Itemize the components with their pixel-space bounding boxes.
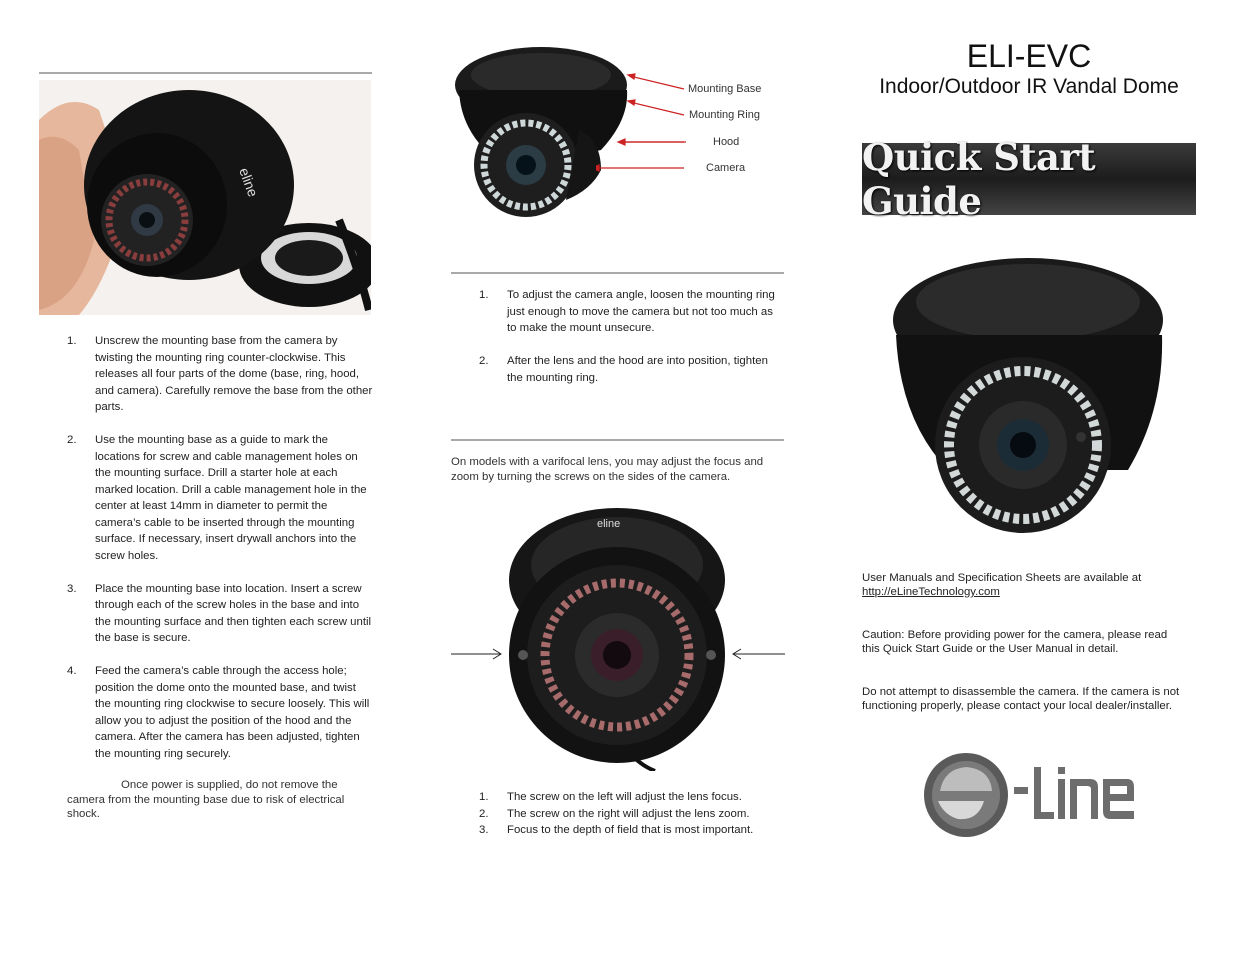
manuals-text: User Manuals and Specification Sheets are available at xyxy=(862,572,1142,584)
step-number: 3. xyxy=(67,582,77,595)
install-steps-list xyxy=(67,333,373,779)
arrow-mounting-ring xyxy=(630,102,684,115)
hand-holding-camera-photo xyxy=(39,80,371,315)
callout-camera: Camera xyxy=(706,162,746,174)
caution-note: Caution: Before providing power for the camera, please read this Quick Start Guide or the User Manual in detail. xyxy=(862,629,1168,655)
list-item xyxy=(67,663,373,762)
varifocal-note xyxy=(451,455,785,484)
disassemble-warning: Do not attempt to disassemble the camera. If the camera is not functioning properly, please contact your local dealer/installer. xyxy=(862,686,1180,712)
step-text: Focus to the depth of field that is most important. xyxy=(507,824,754,836)
focus-steps-list xyxy=(479,789,789,839)
list-item xyxy=(479,789,789,806)
list-item xyxy=(67,333,373,416)
power-warning-text: Once power is supplied, do not remove the camera from the mounting base due to risk of electrical shock. xyxy=(67,779,345,820)
list-item xyxy=(479,287,783,337)
step-text: Use the mounting base as a guide to mark the locations for screw and cable management holes on the mounting surface. Drill a starter hole at each marked location. Drill a cable management hole in the center at least 14mm in diameter to permit the camera’s cable to be inserted through the mounting surface. If necessary, insert drywall anchors into the screw holes. xyxy=(95,434,367,562)
svg-text:eline: eline xyxy=(597,518,621,530)
list-item xyxy=(67,581,373,647)
svg-text:eline: eline xyxy=(236,165,262,199)
product-dome-photo xyxy=(888,250,1170,535)
varifocal-text: On models with a varifocal lens, you may adjust the focus and zoom by turning the screws on the sides of the camera. xyxy=(451,456,764,483)
power-warning-note xyxy=(67,778,375,822)
step-number: 2. xyxy=(479,355,489,367)
step-number: 2. xyxy=(479,807,489,820)
middle-rule-2 xyxy=(451,439,784,441)
middle-rule-1 xyxy=(451,272,784,274)
varifocal-camera-photo xyxy=(505,505,733,771)
step-text: Place the mounting base into location. Insert a screw through each of the screw holes in the base and into the mounting surface and then tighten each screw until the base is secure. xyxy=(95,582,372,644)
step-text: The screw on the left will adjust the lens focus. xyxy=(507,791,742,803)
quick-start-guide-banner xyxy=(862,135,1196,223)
adjust-steps-list xyxy=(479,287,783,403)
eline-logo xyxy=(922,749,1137,841)
right-zoom-arrow xyxy=(731,648,785,660)
list-item xyxy=(479,353,783,386)
arrow-mounting-base xyxy=(630,76,684,89)
step-number: 4. xyxy=(67,665,77,677)
list-item xyxy=(479,822,789,839)
step-number: 1. xyxy=(479,289,489,301)
step-text: Unscrew the mounting base from the camera by twisting the mounting ring counter-clockwise. This releases all four parts of the dome (base, ring, hood, and camera). Carefully remove the base from the other parts. xyxy=(95,335,373,413)
manuals-info xyxy=(862,571,1202,599)
eline-website-link[interactable]: http://eLineTechnology.com xyxy=(862,586,1000,598)
left-focus-arrow xyxy=(451,648,503,660)
step-text: Feed the camera’s cable through the access hole; position the dome onto the mounted base, and twist the mounting ring clockwise to secure loosely. This will allow you to adjust the position of the hood and the camera. After the camera has been adjusted, tighten the mounting ring securely. xyxy=(95,665,370,760)
banner-title: Quick Start Guide xyxy=(862,135,1096,223)
list-item xyxy=(67,432,373,564)
product-model-title: ELI-EVC xyxy=(966,38,1092,74)
callout-mounting-ring: Mounting Ring xyxy=(689,109,760,121)
list-item xyxy=(479,806,789,823)
callout-hood: Hood xyxy=(713,136,740,148)
step-number: 3. xyxy=(479,824,489,836)
product-subtitle: Indoor/Outdoor IR Vandal Dome xyxy=(879,75,1179,98)
step-number: 1. xyxy=(67,335,77,347)
step-number: 1. xyxy=(479,791,489,803)
step-number: 2. xyxy=(67,434,77,446)
step-text: After the lens and the hood are into position, tighten the mounting ring. xyxy=(507,355,768,384)
step-text: To adjust the camera angle, loosen the mounting ring just enough to move the camera but not too much as to make the mount unsecure. xyxy=(507,289,775,334)
callout-arrows xyxy=(596,62,686,202)
step-text: The screw on the right will adjust the lens zoom. xyxy=(507,807,750,820)
left-top-rule xyxy=(39,72,372,74)
callout-mounting-base: Mounting Base xyxy=(688,83,762,95)
